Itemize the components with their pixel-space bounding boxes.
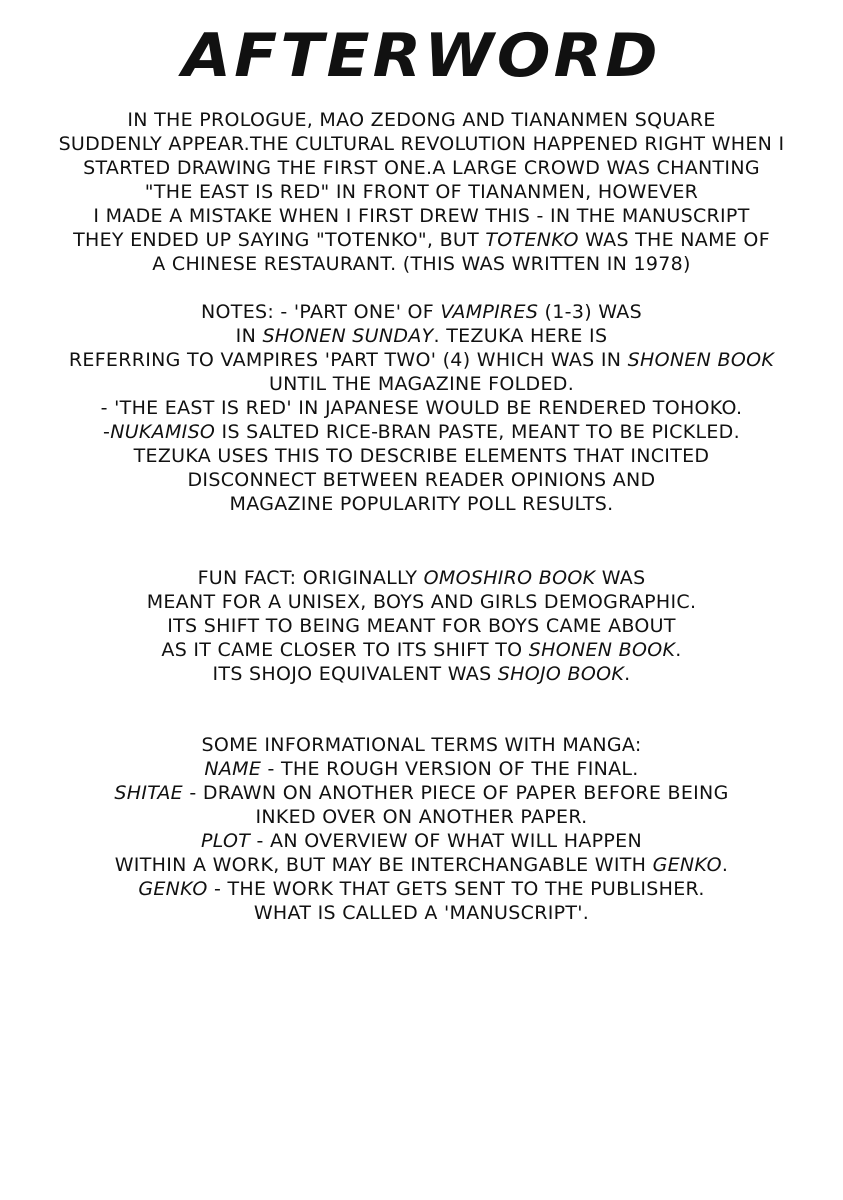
notes-line: UNTIL THE MAGAZINE FOLDED. [268, 373, 575, 395]
terms-line: INKED OVER ON ANOTHER PAPER. [255, 806, 588, 828]
italic-term: PLOT [200, 830, 251, 852]
line-text: WITHIN A WORK, BUT MAY BE INTERCHANGABLE WITH [114, 854, 653, 876]
terms-line [0, 877, 843, 901]
line-text: THEY ENDED UP SAYING "TOTENKO", BUT [73, 229, 486, 251]
line-text: WAS [595, 567, 646, 589]
notes-line: MAGAZINE POPULARITY POLL RESULTS. [229, 493, 614, 515]
intro-paragraph [0, 108, 843, 276]
italic-term: SHITAE [114, 782, 183, 804]
fun-fact-line: ITS SHIFT TO BEING MEANT FOR BOYS CAME ABOUT [167, 615, 676, 637]
italic-term: TOTENKO [485, 229, 579, 251]
line-text: REFERRING TO VAMPIRES 'PART TWO' (4) WHICH WAS IN [68, 349, 628, 371]
line-text: NOTES: - 'PART ONE' OF [201, 301, 441, 323]
terms-line [0, 781, 843, 805]
line-text: WAS THE NAME OF [578, 229, 770, 251]
notes-paragraph [0, 300, 843, 516]
notes-line [0, 300, 843, 324]
notes-line [0, 420, 843, 444]
italic-term: SHONEN BOOK [627, 349, 775, 371]
line-text: . [721, 854, 729, 876]
notes-line: - 'THE EAST IS RED' IN JAPANESE WOULD BE RENDERED TOHOKO. [100, 397, 743, 419]
fun-fact-paragraph [0, 566, 843, 686]
terms-line [0, 757, 843, 781]
italic-term: GENKO [138, 878, 208, 900]
intro-line [0, 228, 843, 252]
page-title: AFTERWORD [182, 21, 661, 91]
line-text: - DRAWN ON ANOTHER PIECE OF PAPER BEFORE BEING [183, 782, 729, 804]
line-text: . [675, 639, 682, 661]
line-text: - AN OVERVIEW OF WHAT WILL HAPPEN [250, 830, 643, 852]
intro-line: SUDDENLY APPEAR.THE CULTURAL REVOLUTION HAPPENED RIGHT WHEN I [58, 133, 785, 155]
line-text: FUN FACT: ORIGINALLY [197, 567, 424, 589]
italic-term: NAME [204, 758, 262, 780]
intro-line: STARTED DRAWING THE FIRST ONE.A LARGE CROWD WAS CHANTING [83, 157, 760, 179]
line-text: (1-3) WAS [538, 301, 642, 323]
italic-term: GENKO [652, 854, 722, 876]
terms-line: WHAT IS CALLED A 'MANUSCRIPT'. [253, 902, 590, 924]
terms-line: SOME INFORMATIONAL TERMS WITH MANGA: [201, 734, 642, 756]
line-text: . TEZUKA HERE IS [433, 325, 608, 347]
intro-line: I MADE A MISTAKE WHEN I FIRST DREW THIS - IN THE MANUSCRIPT [93, 205, 750, 227]
terms-line [0, 853, 843, 877]
line-text: - THE ROUGH VERSION OF THE FINAL. [261, 758, 639, 780]
fun-fact-line: MEANT FOR A UNISEX, BOYS AND GIRLS DEMOGRAPHIC. [146, 591, 697, 613]
notes-line [0, 348, 843, 372]
terms-line [0, 829, 843, 853]
intro-line: IN THE PROLOGUE, MAO ZEDONG AND TIANANMEN SQUARE [127, 109, 716, 131]
line-text: - [103, 421, 111, 443]
terms-paragraph [0, 733, 843, 925]
fun-fact-line [0, 638, 843, 662]
notes-line [0, 324, 843, 348]
italic-term: SHONEN SUNDAY [262, 325, 434, 347]
line-text: ITS SHOJO EQUIVALENT WAS [212, 663, 498, 685]
line-text: . [624, 663, 631, 685]
intro-line: "THE EAST IS RED" IN FRONT OF TIANANMEN, HOWEVER [144, 181, 699, 203]
intro-line: A CHINESE RESTAURANT. (THIS WAS WRITTEN IN 1978) [152, 253, 691, 275]
line-text: - THE WORK THAT GETS SENT TO THE PUBLISHER. [207, 878, 705, 900]
notes-line: TEZUKA USES THIS TO DESCRIBE ELEMENTS THAT INCITED [133, 445, 710, 467]
line-text: AS IT CAME CLOSER TO ITS SHIFT TO [161, 639, 529, 661]
italic-term: SHONEN BOOK [528, 639, 676, 661]
italic-term: SHOJO BOOK [497, 663, 625, 685]
fun-fact-line [0, 662, 843, 686]
fun-fact-line [0, 566, 843, 590]
notes-line: DISCONNECT BETWEEN READER OPINIONS AND [187, 469, 656, 491]
italic-term: OMOSHIRO BOOK [423, 567, 596, 589]
line-text: IS SALTED RICE-BRAN PASTE, MEANT TO BE PICKLED. [215, 421, 740, 443]
italic-term: VAMPIRES [440, 301, 539, 323]
line-text: IN [235, 325, 263, 347]
italic-term: NUKAMISO [110, 421, 216, 443]
